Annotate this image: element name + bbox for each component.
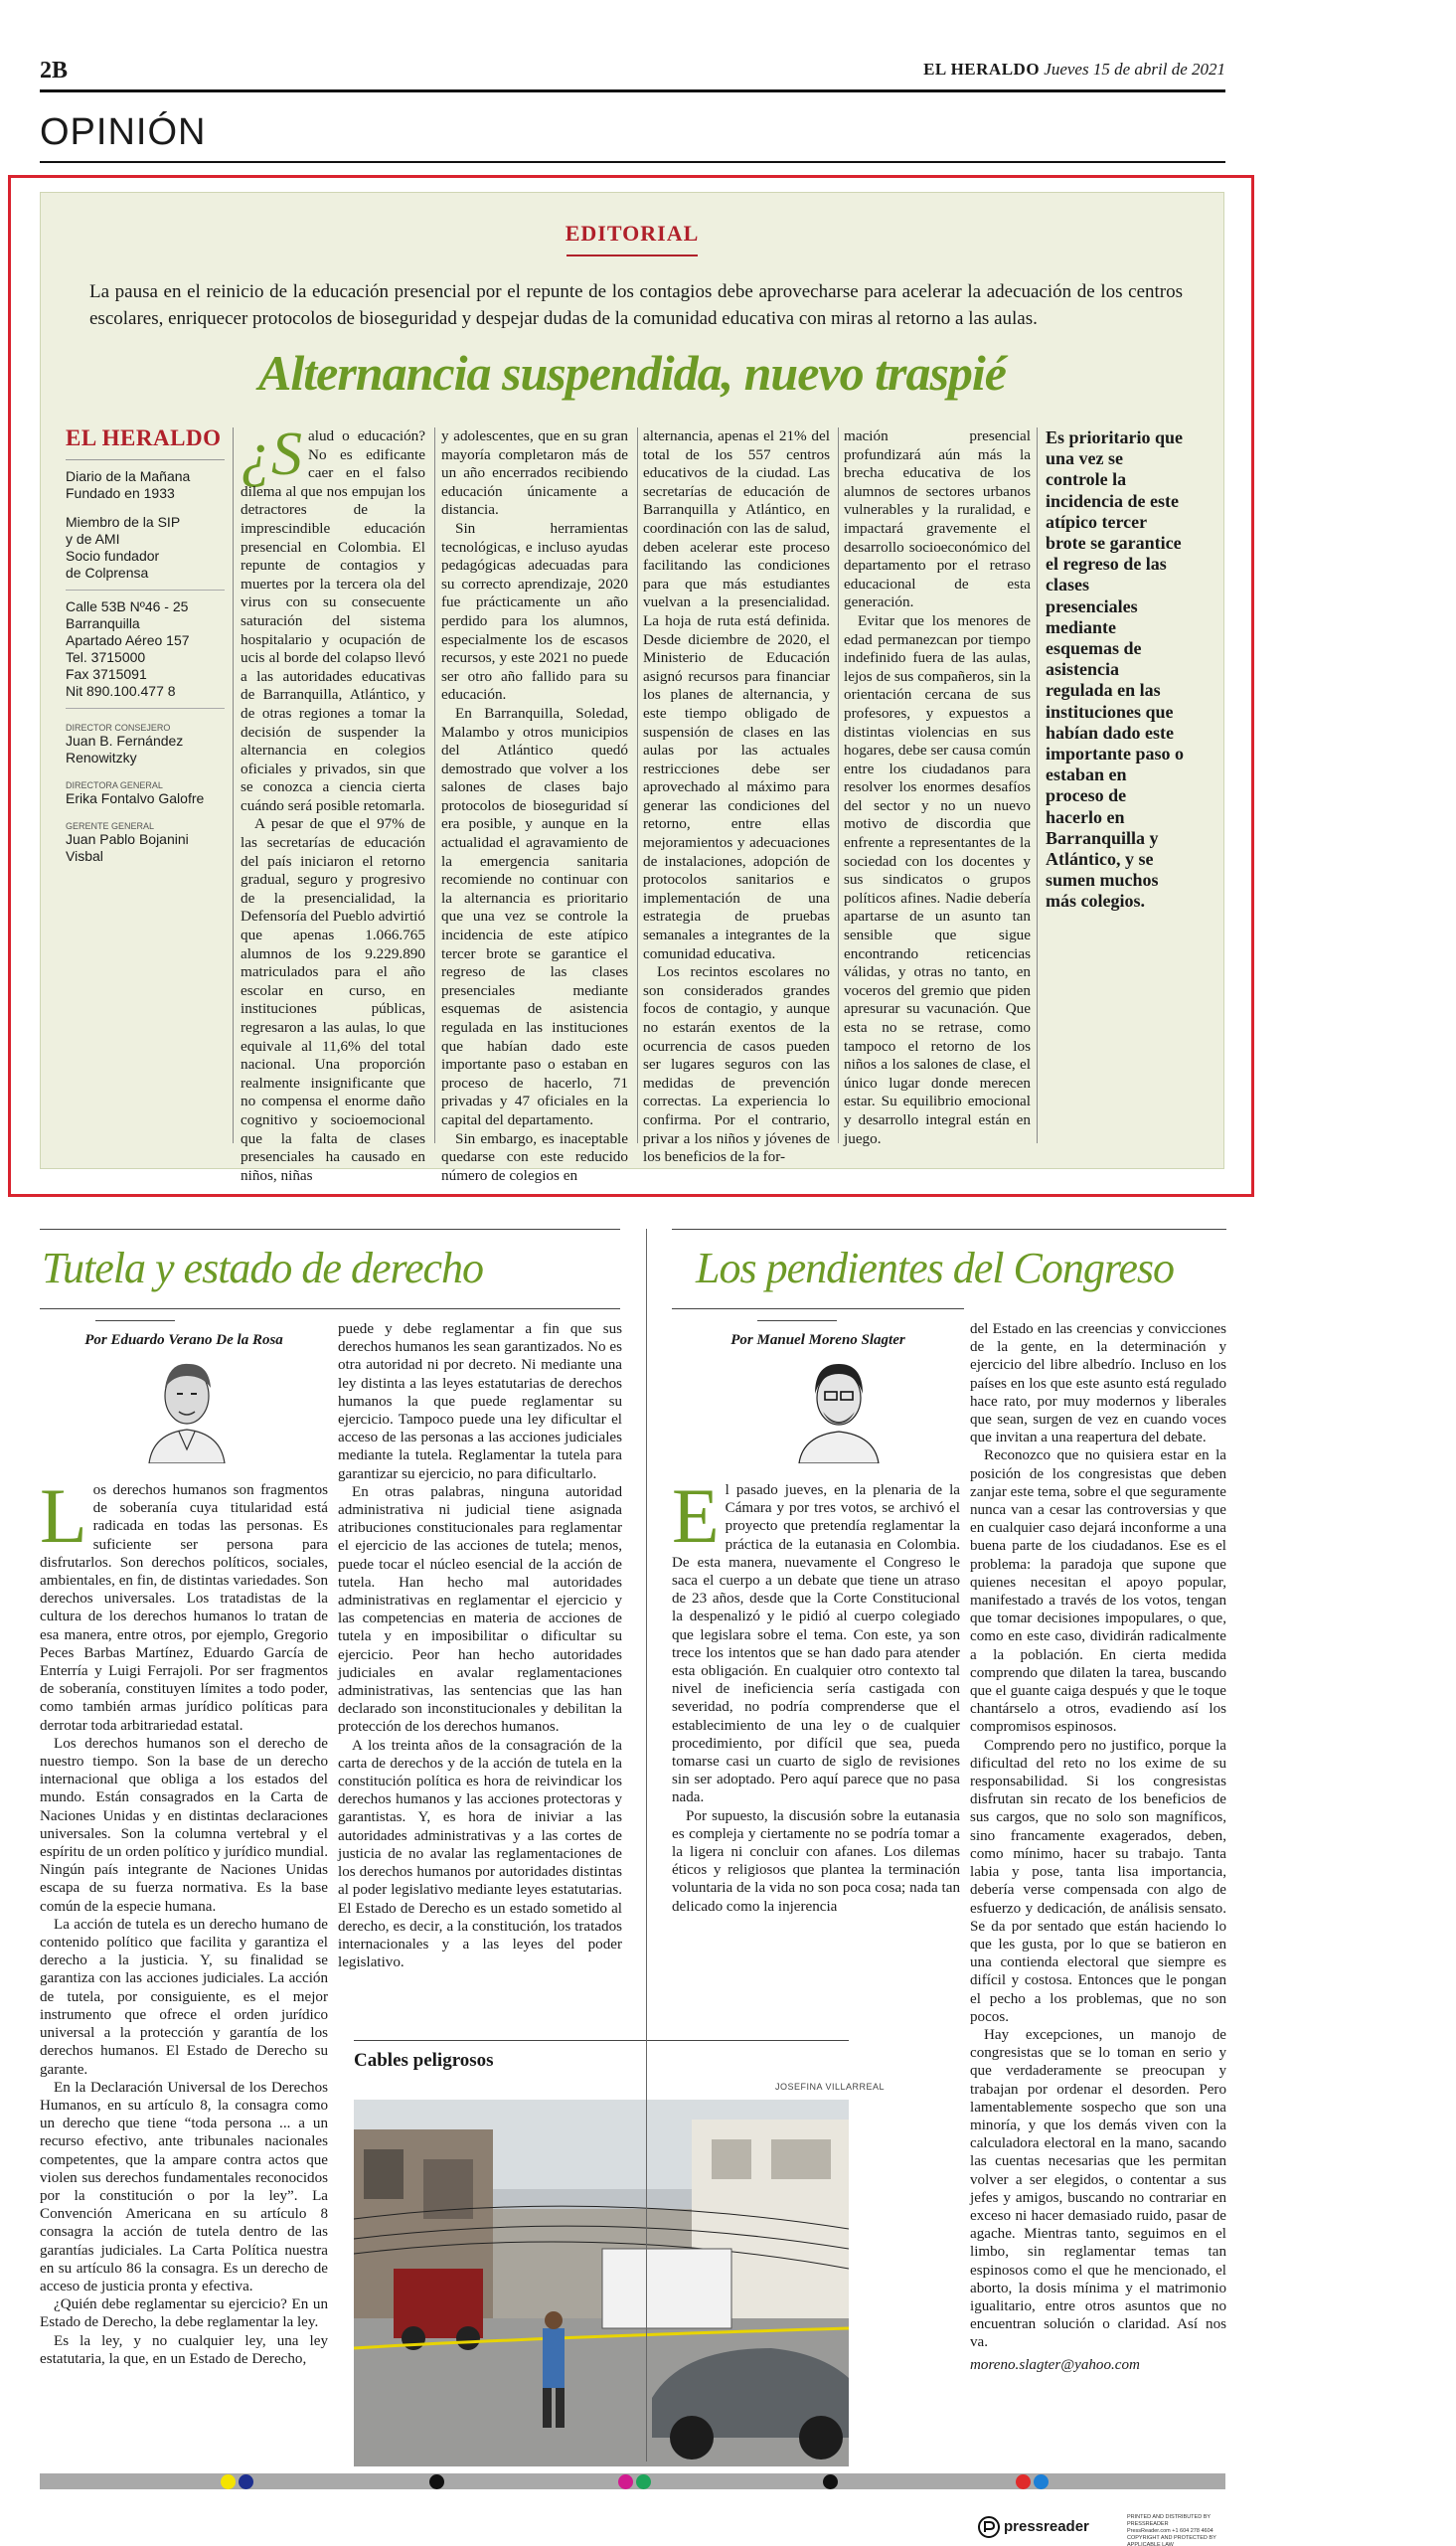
article-title: Tutela y estado de derecho (42, 1244, 484, 1292)
paragraph: mación presencial profundizará aún más la brecha educativa de los alumnos de sectores urbanos vulnerables y la ruralidad, e impactará gravemente el desarrollo socioeconómico del departamento por el retraso educacional de esta generación. (844, 427, 1031, 611)
registration-dot (239, 2474, 253, 2489)
registration-dot (823, 2474, 838, 2489)
staff-logo: EL HERALDO (66, 425, 222, 450)
staff-line: Nit 890.100.477 8 (66, 683, 176, 699)
paragraph: A los treinta años de la consagración de la carta de derechos y de la acción de tutela en la constitución política es hora de reivindicar los derechos humanos y las acciones protectoras y garantistas. Y, es hora de iniviar a las autoridades administrativas y a las cortes de justicia de no avalar las reglamentaciones de los derechos humanos por autoridades distintas al poder legislativo mediante leyes estatutarias. El Estado de Derecho es un estado sometido al derecho, es decir, a la constitución, los tratados internacionales y a las leyes del poder legislativo. (338, 1737, 622, 1971)
masthead-brand: EL HERALDO (923, 60, 1041, 79)
editorial-column-1 (241, 421, 425, 1185)
editorial-kicker-rule (566, 255, 698, 256)
staff-divider (66, 708, 225, 709)
article-column-2 (970, 1320, 1226, 2374)
pressreader-note: PressReader.com +1 604 278 4604 (1127, 2528, 1213, 2534)
article-top-rule (40, 1229, 620, 1230)
staff-divider (66, 590, 225, 591)
staff-name: Juan B. Fernández Renowitzky (66, 733, 184, 765)
paragraph: En la Declaración Universal de los Derechos Humanos, en su artículo 8, la consagra como un derecho que tiene “toda persona ... a un recurso efectivo, ante tribunales nacionales competentes, que la ampare contra actos que violen sus derechos fundamentales reconocidos por la constitución o por la ley”. La Convención Americana en su artículo 8 consagra la acción de tutela dentro de las garantías judiciales. La Carta Política nuestra en su artículo 86 la consagra. Es un derecho de acceso de justicia pronta y efectiva. (40, 2079, 328, 2294)
registration-dot (221, 2474, 236, 2489)
registration-dot (618, 2474, 633, 2489)
byline-rule (757, 1320, 837, 1321)
paragraph: Los recintos escolares no son considerados grandes focos de contagio, y aunque no estarán exentos de la ocurrencia de casos pueden ser lugares seguros con las medidas de prevención correctas. La experiencia lo confirma. Por el contrario, privar a los niños y jóvenes de los beneficios de la for- (643, 963, 830, 1166)
paragraph: Por supuesto, la discusión sobre la eutanasia es compleja y ciertamente no se podría tomar a la ligera ni concluir con afanes. Los dilemas éticos y religiosos que plantea la terminación voluntaria de la vida no son poca cosa; nada tan delicado como la injerencia (672, 1807, 960, 1915)
registration-dot (429, 2474, 444, 2489)
registration-dot (1034, 2474, 1049, 2489)
pressreader-note: COPYRIGHT AND PROTECTED BY APPLICABLE LAW (1127, 2535, 1216, 2546)
article-column-2 (338, 1320, 622, 1971)
article-drop-cap: E (672, 1472, 720, 1559)
staff-line: Socio fundador (66, 548, 160, 564)
paragraph: Reconozco que no quisiera estar en la posición de los congresistas que deben zanjar este tema, sobre el que seguramente nunca van a cesar las controversias y que en cualquier caso dejará inconforme a una buena parte de los ciudadanos. Ese es el problema: la paradoja que supone que quienes necesitan el apoyo popular, manifestado a través de los votos, tengan que tomar decisiones impopulares, o que, como en este caso, dividirán radicalmente a la población. En cierta medida comprendo que dilaten la tarea, buscando que el guante caiga después y que le toque chantárselo a otros, evadiendo así los compromisos espinosos. (970, 1447, 1226, 1736)
editorial-title: Alternancia suspendida, nuevo traspié (258, 345, 1006, 401)
paragraph: l pasado jueves, en la plenaria de la Cámara y por tres votos, se archivó el proyecto que pretendía reglamentar la práctica de la eutanasia en Colombia. De esta manera, nuevamente el Congreso le saca el cuerpo a un debate que tiene un atraso de 23 años, desde que la Corte Constitucional la despenalizó y le pidió al cuerpo colegiado que legislara sobre el tema. Con este, ya son trece los intentos que se han dado para atender esta obligación. En cualquier otro contexto tal nivel de ineficiencia sería castigada con severidad, no podría comprenderse que el establecimiento de una ley o de cualquier procedimiento, por difícil que sea, pueda tomarse casi un cuarto de siglo de revisiones sin ser adoptado. Pero aquí parece que no pasa nada. (672, 1482, 960, 1806)
masthead-date: Jueves 15 de abril de 2021 (1044, 60, 1225, 79)
staff-line: Miembro de la SIP (66, 514, 181, 530)
paragraph: Los derechos humanos son el derecho de nuestro tiempo. Son la base de un derecho internacional que obliga a los estados del mundo. Están consagrados en la Carta de Naciones Unidas y en distintas declaraciones universales. Son la columna vertebral y el espíritu de un orden político y jurídico mundial. Ningún país integrante de Naciones Unidas escapa de su fuerza normativa. Es la base común de la especie humana. (40, 1735, 328, 1915)
paragraph: del Estado en las creencias y convicciones de la gente, en la determinación y ejercicio del libre albedrío. Incluso en los países en los que este asunto está regulado hace rato, por muy modernos y liberales que sean, surgen de vez en cuando voces que invitan a una reapertura del debate. (970, 1321, 1226, 1446)
editorial-drop-cap: ¿S (241, 421, 302, 488)
article-drop-cap: L (40, 1472, 87, 1559)
editorial-column-2 (441, 427, 628, 1185)
photo-top-rule (354, 2040, 849, 2041)
staff-line: Fax 3715091 (66, 666, 147, 682)
pressreader-note: PRINTED AND DISTRIBUTED BY PRESSREADER (1127, 2514, 1211, 2527)
article-column-1 (672, 1472, 960, 1916)
paragraph: alud o educación? No es edificante caer en el falso dilema al que nos empujan los detractores de la imprescindible educación presencial en Colombia. El repunte de contagios y muertes por la tercera ola del virus con su consecuente saturación del sistema hospitalario y ocupación de ucis al borde del colapso llevó a las autoridades educativas de Barranquilla, Atlántico, y de otras regiones a tomar la decisión de suspender la alternancia en colegios oficiales y privados, sin que se conozca a ciencia cierta cuándo será posible retomarla. (241, 427, 425, 814)
staff-role: DIRECTOR CONSEJERO (66, 723, 171, 733)
article-top-rule (672, 1229, 1226, 1230)
column-rule (838, 427, 839, 1143)
paragraph: y adolescentes, que en su gran mayoría completaron más de un año encerrados recibiendo educación únicamente a distancia. (441, 427, 628, 519)
paragraph: La acción de tutela es un derecho humano de contenido político que facilita y garantiza el derecho a la justicia. Y, su finalidad se garantiza con las acciones judiciales. La acción de tutela, por consiguiente, es el mejor instrumento que ofrece el orden jurídico universal a la protección y garantía de los derechos humanos. El Estado de Derecho su garante. (40, 1916, 328, 2078)
paragraph: En otras palabras, ninguna autoridad administrativa ni judicial tiene asignada atribuciones constitucionales para reglamentar el ejercicio de las acciones de tutela; menos, puede tocar el núcleo esencial de la acción de tutela. Han hecho mal autoridades administrativas en reglamentar el ejercicio y las competencias en materia de acciones de tutela y en imposibilitar o dificultar su ejercicio. Peor han hecho autoridades judiciales en avalar reglamentaciones administrativas, las sentencias que las han declarado son inconstitucionales y debilitan la protección de los derechos humanos. (338, 1483, 622, 1736)
editorial-column-4 (844, 427, 1031, 1148)
paragraph: ¿Quién debe reglamentar su ejercicio? En un Estado de Derecho, la debe reglamentar la ley. (40, 2296, 328, 2331)
section-title: OPINIÓN (40, 111, 207, 153)
photo-credit: JOSEFINA VILLARREAL (775, 2082, 886, 2092)
author-email[interactable]: moreno.slagter@yahoo.com (970, 2356, 1140, 2373)
staff-role: DIRECTORA GENERAL (66, 780, 163, 790)
page-column-divider (646, 1229, 647, 2461)
staff-name: Erika Fontalvo Galofre (66, 790, 205, 806)
article-title-rule (40, 1308, 620, 1309)
staff-box (66, 425, 225, 865)
pull-quote: Es prioritario que una vez se controle la incidencia de este atípico tercer brote se garantice el regreso de las clases presenciales mediante esquemas de asistencia regulada en las instituciones que habían dado este importante paso o estaban en proceso de hacerlo en Barranquilla y Atlántico, y se sumen muchos más colegios. (1046, 427, 1184, 912)
staff-line: Barranquilla (66, 615, 140, 631)
registration-dot (636, 2474, 651, 2489)
paragraph: En Barranquilla, Soledad, Malambo y otros municipios del Atlántico quedó demostrado que volver a los salones de clases bajo protocolos de bioseguridad sí era posible, y aunque en la actualidad el agravamiento de la emergencia sanitaria recomiende no continuar con la alternancia es prioritario que una vez se controle la incidencia de este atípico tercer brote se garantice el regreso de las clases presenciales mediante esquemas de asistencia regulada en las instituciones que habían dado este importante paso o estaban en proceso de hacerlo, 71 privadas y 47 oficiales en la capital del departamento. (441, 704, 628, 1128)
author-portrait (139, 1354, 235, 1463)
paragraph: Es la ley, y no cualquier ley, una ley estatutaria, la que, en un Estado de Derecho, (40, 2332, 328, 2367)
page-number: 2B (40, 58, 69, 84)
column-rule (434, 427, 435, 1143)
staff-logo-rule (66, 459, 225, 460)
paragraph: Sin herramientas tecnológicas, e incluso ayudas pedagógicas adecuadas para su correcto aprendizaje, 2020 fue prácticamente un año perdido para los alumnos, especialmente los de escasos recursos, y este 2021 no puede ser otro año fallido para su educación. (441, 519, 628, 704)
photo-title: Cables peligrosos (354, 2050, 494, 2071)
column-rule (1037, 427, 1038, 1143)
staff-role: GERENTE GENERAL (66, 821, 155, 831)
staff-line: de Colprensa (66, 565, 149, 581)
paragraph: Sin embargo, es inaceptable quedarse con este reducido número de colegios en (441, 1129, 628, 1184)
editorial-kicker: EDITORIAL (565, 221, 700, 246)
pressreader-logo: pressreader (1004, 2518, 1089, 2535)
header-rule (40, 89, 1225, 92)
registration-dot (1016, 2474, 1031, 2489)
staff-line: y de AMI (66, 531, 120, 547)
pressreader-badge (978, 2512, 1246, 2546)
editorial-dek: La pausa en el reinicio de la educación presencial por el repunte de los contagios debe aprovecharse para acelerar la adecuación de los centros escolares, enriquecer protocolos de bioseguridad y despejar dudas de la comunidad educativa con miras al retorno a las aulas. (89, 281, 1183, 329)
paragraph: Comprendo pero no justifico, porque la dificultad del reto no los exime de su responsabilidad. Si los congresistas disfrutan sin recato de los beneficios de sus cargos, que no solo son magníficos, sino francamente exagerados, deben, como mínimo, hacer su trabajo. Tanta labia y pose, tanta lisa importancia, debería verse compensada con algo de esfuerzo y dedicación, de análisis sensato. Se da por sentado que están haciendo lo que les gusta, por lo que se batieron en una contienda electoral que siempre es difícil y costosa. Entonces que le pongan el pecho a los problemas, que no son pocos. (970, 1737, 1226, 2025)
byline-rule (95, 1320, 175, 1321)
article-column-1 (40, 1472, 328, 2368)
author-portrait (791, 1354, 887, 1463)
byline: Por Manuel Moreno Slagter (730, 1332, 905, 1348)
pressreader-logo-icon (978, 2516, 1000, 2538)
article-title-rule (672, 1308, 964, 1309)
staff-name: Juan Pablo Bojanini Visbal (66, 831, 189, 864)
column-rule (637, 427, 638, 1143)
paragraph: Evitar que los menores de edad permanezcan por tiempo indefinido fuera de las aulas, lejos de sus compañeros, sin la orientación cercana de sus profesores, y expuestos a distintas violencias en sus hogares, debe ser causa común entre los ciudadanos para resolver los enormes desafíos del sector y no un nuevo motivo de discordia que enfrente a representantes de la sociedad con los docentes y sus sindicatos o grupos políticos afines. Nadie debería apartarse de un asunto tan sensible que sigue encontrando reticencias válidas, y otras no tanto, en voceros del gremio que piden apresurar su vacunación. Que esta no se retrase, como tampoco el retorno de los niños a los salones de clase, el único lugar donde merecen estar. Su equilibrio emocional y desarrollo integral están en juego. (844, 611, 1031, 1147)
staff-line: Tel. 3715000 (66, 649, 146, 665)
staff-line: Calle 53B Nº46 - 25 (66, 598, 189, 614)
staff-line: Apartado Aéreo 157 (66, 632, 190, 648)
paragraph: Hay excepciones, un manojo de congresistas que se lo toman en serio y que verdaderamente se preocupan y trabajan por ordenar el desorden. Pero lamentablemente sospecho que son una minoría, y que los demás viven con la calculadora electoral en la mano, sacando las cuentas necesarias que les permitan volver a ser elegidos, o contentar a sus jefes y amigos, buscando no contrariar en exceso ni hacer demasiado ruido, pasar de agache. Mientras tanto, seguimos en el limbo, sin reglamentar temas tan espinosos como el que he mencionado, el aborto, la dosis mínima y el matrimonio igualitario, entre otros asuntos que no encuentran solución o claridad. Así nos va. (970, 2026, 1226, 2351)
editorial-column-3 (643, 427, 830, 1167)
masthead (923, 60, 1225, 80)
staff-line: Diario de la Mañana (66, 468, 191, 484)
paragraph: A pesar de que el 97% de las secretarías de educación del país iniciaron el retorno gradual, seguro y progresivo de la presencialidad, la Defensoría del Pueblo advirtió que apenas 1.066.765 alumnos de los 9.229.890 matriculados para el año escolar en curso, en instituciones públicas, regresaron a las aulas, lo que equivale al 11,6% del total nacional. Una proporción realmente insignificante que no compensa el enorme daño cognitivo y socioemocional que la falta de clases presenciales ha causado en niños, niñas (241, 815, 425, 1184)
article-title: Los pendientes del Congreso (696, 1244, 1174, 1292)
staff-line: Fundado en 1933 (66, 485, 175, 501)
byline: Por Eduardo Verano De la Rosa (84, 1332, 283, 1348)
paragraph: os derechos humanos son fragmentos de soberanía cuya titularidad está radicada en todas las personas. Es suficiente ser persona para disfrutarlos. Son derechos políticos, sociales, ambientales, en fin, de distintas variedades. Son derechos universales. Los tratadistas de la cultura de los derechos humanos lo tratan de esa manera, entre otros, por ejemplo, Gregorio Peces Barbas Martínez, Eduardo García de Enterría y Luigi Ferrajoli. Por ser fragmentos de soberanía, constituyen límites a todo poder, como también armas jurídico políticas para derrotar toda arbitrariedad estatal. (40, 1482, 328, 1734)
column-rule (233, 427, 234, 1143)
section-rule (40, 161, 1225, 163)
paragraph: puede y debe reglamentar a fin que sus derechos humanos les sean garantizados. No es otra autoridad ni por decreto. Ni mediante una ley distinta a las leyes estatutarias de derechos humanos la que puede reglamentar su ejercicio. Tampoco puede una ley dificultar el acceso de las personas a las acciones judiciales mediante la tutela. Reglamentar la tutela para garantizar su ejercicio, no para dificultarlo. (338, 1321, 622, 1482)
street-photo (354, 2100, 849, 2466)
paragraph: alternancia, apenas el 21% del total de los 557 centros educativos de la ciudad. Las secretarías de educación de Barranquilla y Atlántico, en coordinación con las de salud, deben acelerar este proceso facilitando las condiciones para que más estudiantes vuelvan a la presencialidad. La hoja de ruta está definida. Desde diciembre de 2020, el Ministerio de Educación asignó recursos para financiar los planes de alternancia, y este tiempo obligado de suspensión de clases en las aulas por las actuales restricciones debe ser aprovechado al máximo para generar las condiciones del retorno, entre ellas mejoramientos y adecuaciones de instalaciones, adopción de protocolos sanitarios e implementación de una estrategia de pruebas semanales a integrantes de la comunidad educativa. (643, 427, 830, 962)
